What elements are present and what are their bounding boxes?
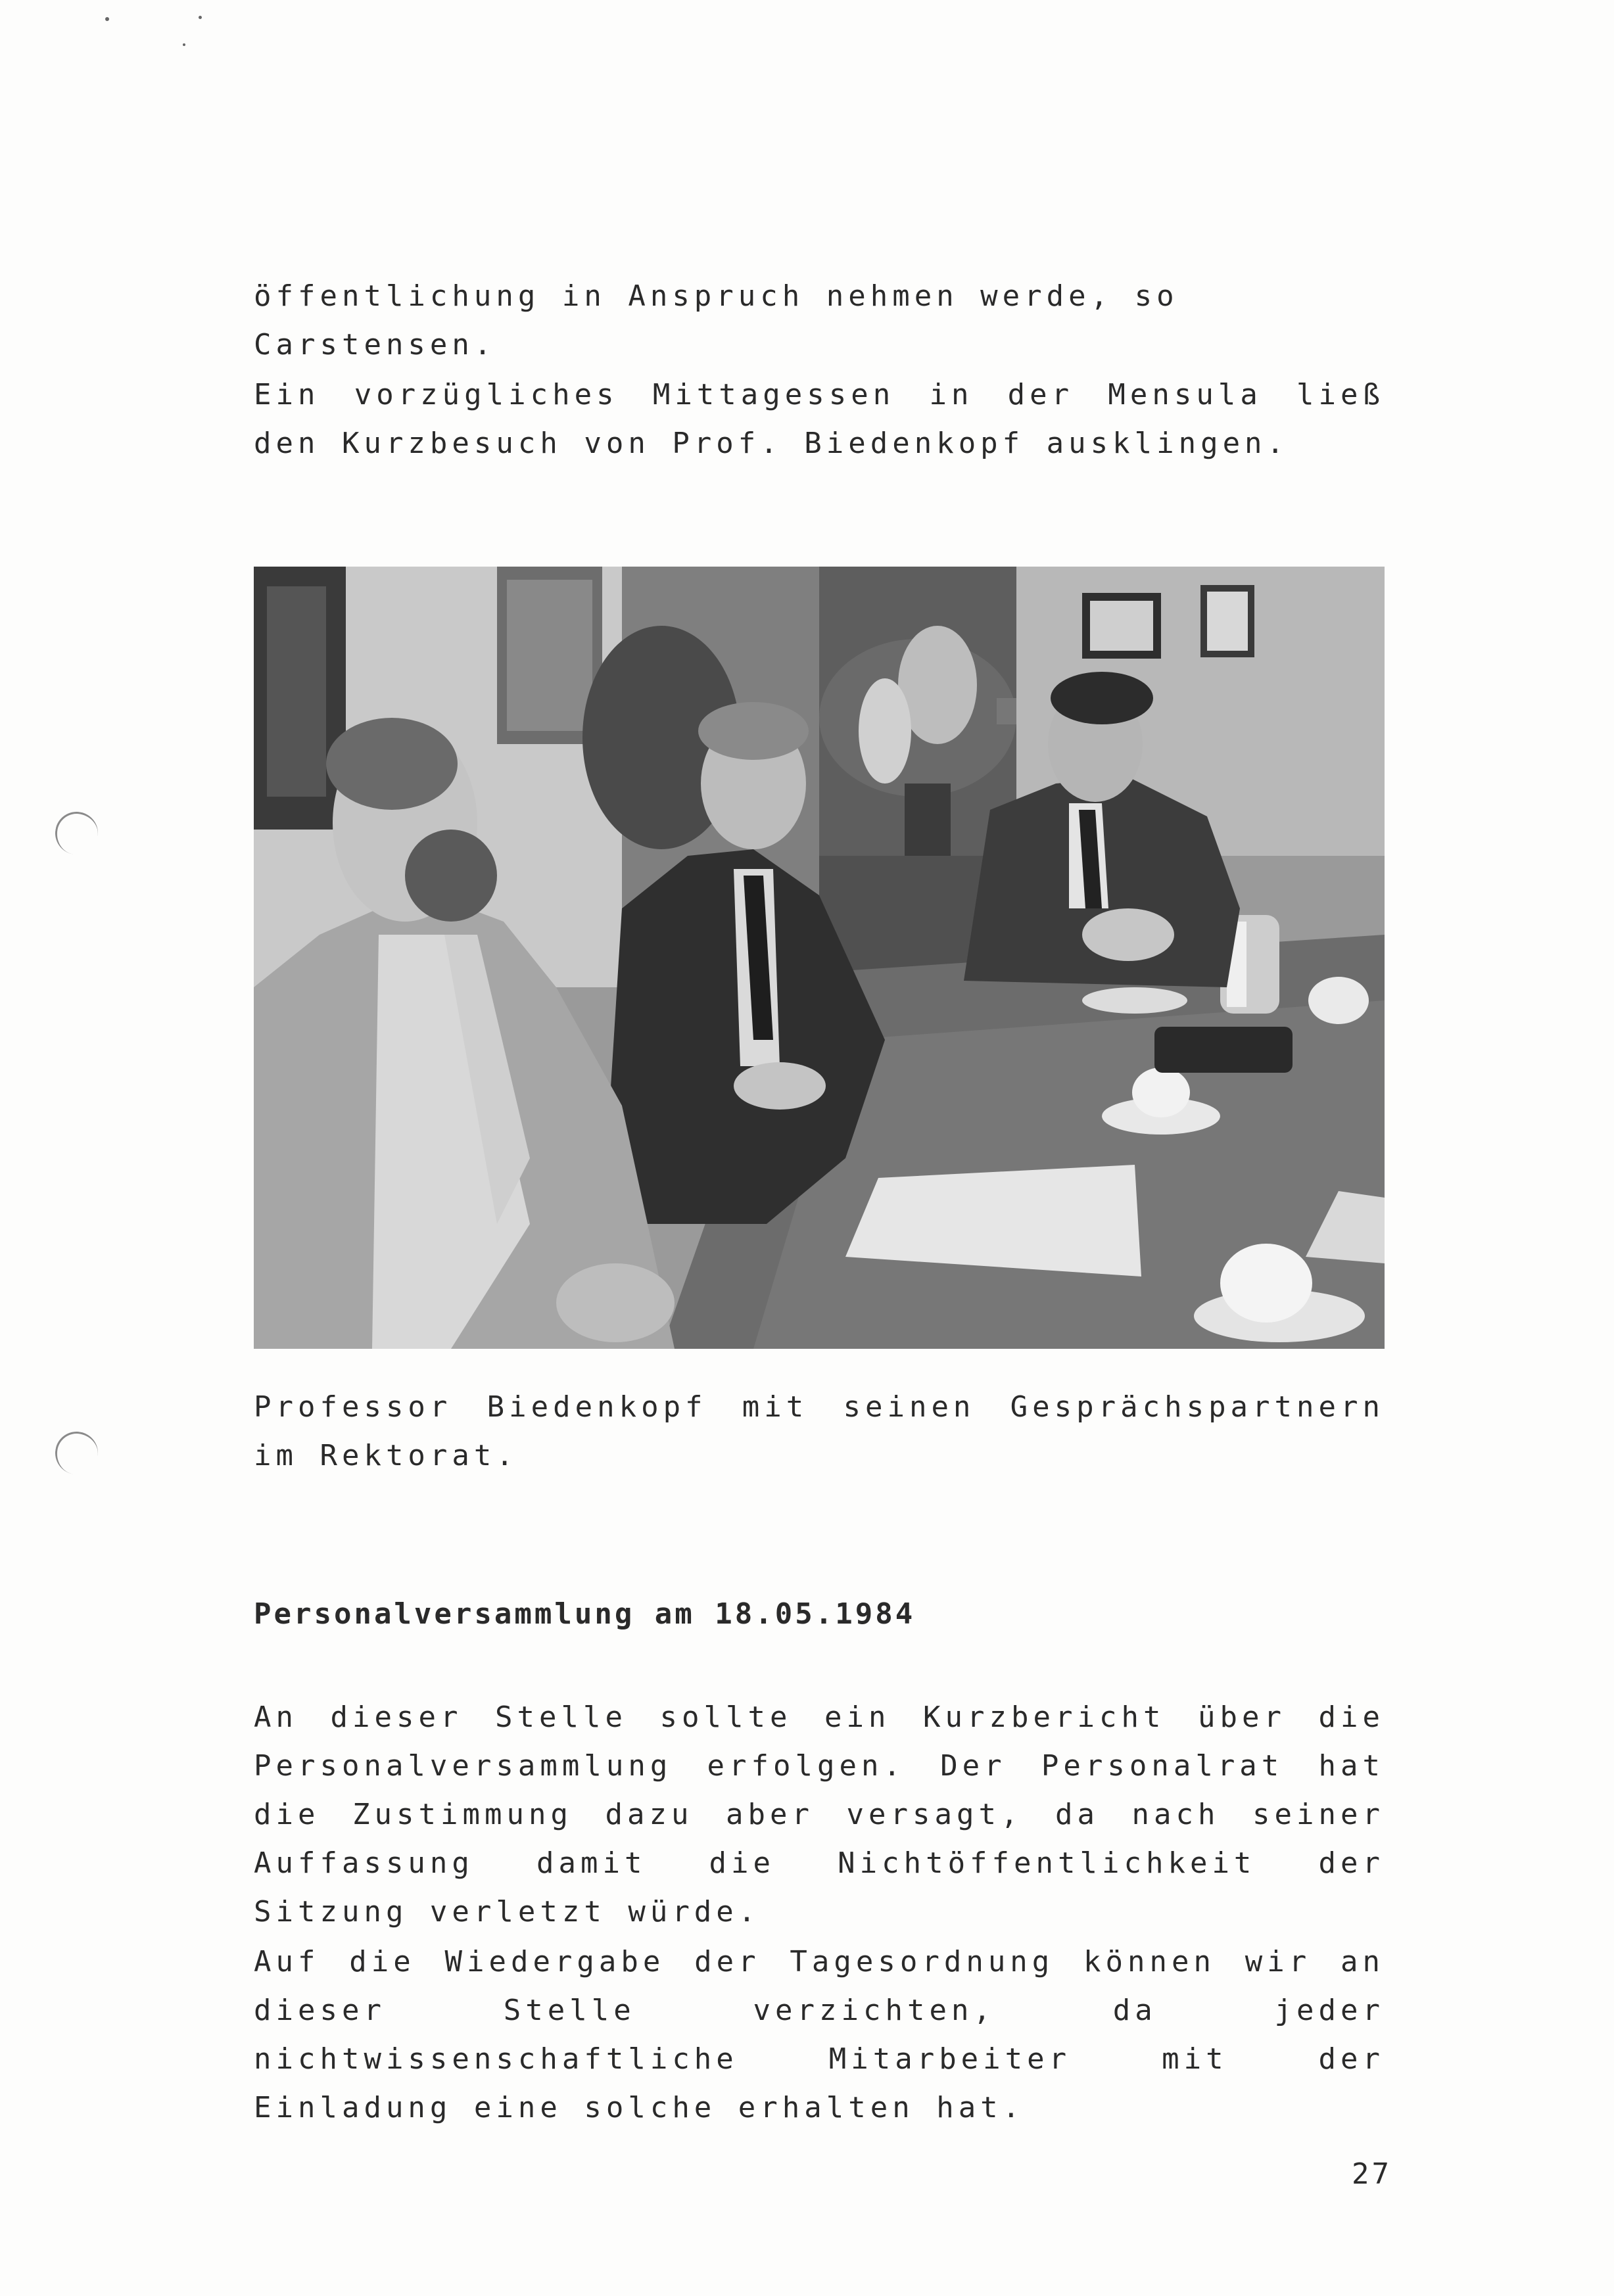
paragraph-tagesordnung: Auf die Wiedergabe der Tagesordnung können wir an dieser Stelle verzichten, da jeder nichtwissenschaftliche Mitarbeiter mit der Einladung eine solche erhalten hat. xyxy=(254,1945,1385,2124)
scan-speck xyxy=(183,43,185,46)
meeting-photo xyxy=(254,567,1385,1349)
punch-hole-mark xyxy=(52,1428,101,1478)
section-heading: Personalversammlung am 18.05.1984 xyxy=(254,1597,916,1631)
scan-speck xyxy=(199,16,202,19)
paragraph-continuation: öffentlichung in Anspruch nehmen werde, so Carstensen. xyxy=(254,279,1179,362)
paragraph-lunch: Ein vorzügliches Mittagessen in der Mensula ließ den Kurzbesuch von Prof. Biedenkopf ausklingen. xyxy=(254,378,1385,460)
paragraph-personalversammlung: An dieser Stelle sollte ein Kurzbericht über die Personalversammlung erfolgen. Der Personalrat hat die Zustimmung dazu aber versagt, da nach seiner Auffassung damit die Nichtöffentlichkeit der Sitzung verletzt würde. xyxy=(254,1700,1385,1929)
photo-caption: Professor Biedenkopf mit seinen Gesprächspartnern im Rektorat. xyxy=(254,1390,1385,1472)
page-number: 27 xyxy=(1352,2157,1392,2191)
scan-speck xyxy=(105,17,109,21)
punch-hole-mark xyxy=(52,808,101,858)
